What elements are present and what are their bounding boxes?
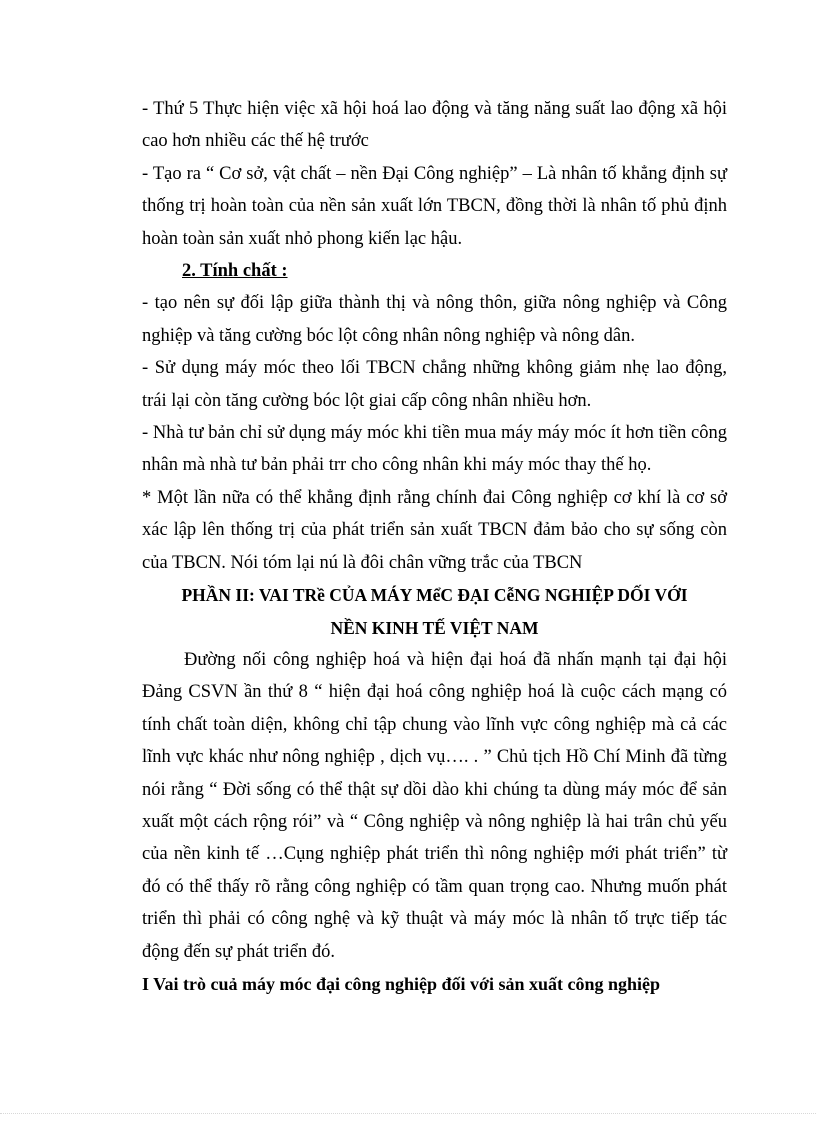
page-bottom-divider: [0, 1113, 816, 1114]
body-text: [142, 93, 727, 1000]
heading-tinh-chat: [142, 255, 727, 287]
paragraph-doi-lap: - tạo nên sự đối lập giữa thành thị và nông thôn, giữa nông nghiệp và Công nghiệp và tăng cường bóc lột công nhân nông nghiệp và nông dân.: [142, 293, 727, 346]
part-title-line-2: NỀN KINH TẾ VIỆT NAM: [330, 617, 539, 638]
part-title-line-1: PHẦN II: VAI TRề CỦA MÁY MểC ĐẠI CễNG NGHIỆP DỐI VỚI: [181, 585, 688, 606]
heading-tinh-chat-text: 2. Tính chất :: [182, 261, 288, 282]
paragraph-nha-tu-ban: - Nhà tư bản chỉ sử dụng máy móc khi tiền mua máy máy móc ít hơn tiền công nhân mà nhà tư bản phải trr cho công nhân khi máy móc thay thế họ.: [142, 423, 727, 476]
paragraph-khang-dinh: * Một lần nữa có thể khẳng định rằng chính đai Công nghiệp cơ khí là cơ sở xác lập lên thống trị của phát triển sản xuất TBCN đảm bảo cho sự sống còn của TBCN. Nói tóm lại nú là đôi chân vững trắc của TBCN: [142, 487, 727, 573]
paragraph-su-dung-may-moc: - Sử dụng máy móc theo lối TBCN chẳng những không giảm nhẹ lao động, trái lại còn tăng cường bóc lột giai cấp công nhân nhiều hơn.: [142, 358, 727, 411]
paragraph-duong-noi: Đường nối công nghiệp hoá và hiện đại hoá đã nhấn mạnh tại đại hội Đảng CSVN ần thứ 8 “ hiện đại hoá công nghiệp hoá là cuộc cách mạng có tính chất toàn diện, không chỉ tập chung vào lĩnh vực công nghiệp mà cả các lĩnh vực khác như nông nghiệp , dịch vụ…. . ” Chủ tịch Hồ Chí Minh đã từng nói rằng “ Đời sống có thể thật sự dồi dào khi chúng ta dùng máy móc để sản xuất một cách rộng rói” và “ Công nghiệp và nông nghiệp là hai trân chủ yếu của nền kinh tế …Cụng nghiệp phát triển thì nông nghiệp mới phát triển” từ đó có thể thấy rõ rằng công nghiệp có tầm quan trọng cao. Nhưng muốn phát triển thì phải có công nghệ và kỹ thuật và máy móc là nhân tố trực tiếp tác động đến sự phát triển đó.: [142, 649, 727, 962]
section-title: I Vai trò cuả máy móc đại công nghiệp đối với sản xuất công nghiệp: [142, 973, 661, 994]
paragraph-thu-5: - Thứ 5 Thực hiện việc xã hội hoá lao động và tăng năng suất lao động xã hội cao hơn nhiều các thế hệ trước: [142, 99, 727, 152]
paragraph-co-so-vat-chat: - Tạo ra “ Cơ sở, vật chất – nền Đại Công nghiệp” – Là nhân tố khẳng định sự thống trị hoàn toàn của nền sản xuất lớn TBCN, đồng thời là nhân tố phủ định hoàn toàn sản xuất nhỏ phong kiến lạc hậu.: [142, 163, 727, 249]
